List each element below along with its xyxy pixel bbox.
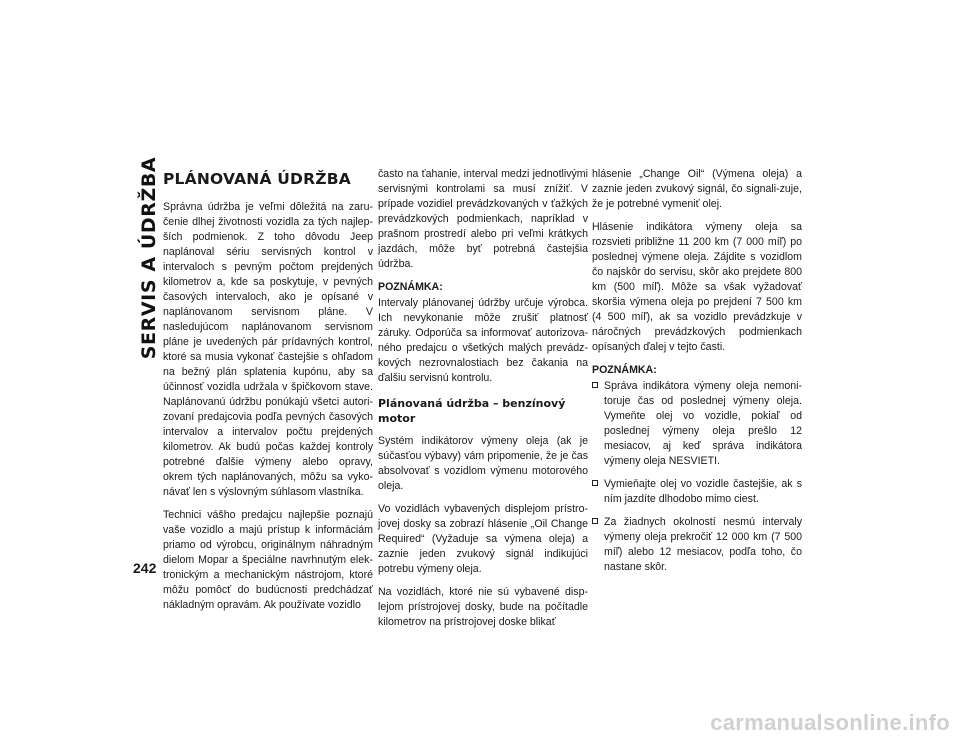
checkbox-bullet-icon: [592, 480, 598, 486]
paragraph: Správna údržba je veľmi dôležitá na zaru-čenie dlhej životnosti vozidla za tých najlep-ších podmienok. Z toho dôvodu Jeep naplánoval sériu servisných kontrol v intervaloch s pevným počtom prejdených kilometrov a, kde sa poskytuje, v pevných časových intervaloch, ako je opísané v naplánovanom servisnom pláne. V nasledujúcom naplánovanom servisnom pláne je uvedených pár prídavných kontrol, ktoré sa musia vykonať častejšie s ohľadom na bežný plán splatenia kupónu, aby sa účinnosť vozidla udržala v špičkovom stave. Naplánovanú údržbu ponúkajú všetci autori-zovaní predajcovia podľa pevných časových intervalov a intervalov počtu prejdených kilometrov. Ak budú počas každej kontroly potrebné ďalšie výmeny alebo opravy, okrem tých naplánovaných, môžu sa vyko-návať len s výslovným súhlasom vlastníka.: [163, 201, 373, 498]
column-2: [378, 167, 588, 638]
list-item-text: Správa indikátora výmeny oleja nemoni-toruje čas od poslednej výmeny oleja. Vymeňte olej vo vozidle, pokiaľ od poslednej výmeny oleja prešlo 12 mesiacov, aj keď správa indikátora výmeny oleja NESVIETI.: [604, 380, 802, 467]
page-title: PLÁNOVANÁ ÚDRŽBA: [163, 170, 351, 188]
section-side-tab-label: SERVIS A ÚDRŽBA: [138, 156, 160, 360]
list-item: [592, 477, 802, 507]
note-text: Intervaly plánovanej údržby určuje výrobca. Ich nevykonanie môže zrušiť platnosť záruky. Odporúča sa informovať autorizova-ného predajcu o všetkých malých prevádz-kových nezrovnalostiach bez čakania na ďalšiu servisnú kontrolu.: [378, 297, 588, 384]
list-item-text: Za žiadnych okolností nesmú intervaly výmeny oleja prekročiť 12 000 km (7 500 míľ) alebo 12 mesiacov, podľa toho, čo nastane skôr.: [604, 516, 802, 573]
paragraph: hlásenie „Change Oil“ (Výmena oleja) a zaznie jeden zvukový signál, čo signali-zuje, že je potrebné vymeniť olej.: [592, 168, 802, 210]
list-item-text: Vymieňajte olej vo vozidle častejšie, ak s ním jazdíte dlhodobo mimo ciest.: [604, 478, 802, 505]
paragraph: často na ťahanie, interval medzi jednotlivými servisnými kontrolami sa musí znížiť. V prípade vozidiel prevádzkovaných v ťažkých prevádzkových podmienkach, napríklad v prašnom prostredí alebo pri veľmi krátkych jazdách, môže byť potrebná častejšia údržba.: [378, 168, 588, 270]
page-number: 242: [133, 560, 157, 576]
note-label: POZNÁMKA:: [592, 364, 657, 376]
paragraph: Vo vozidlách vybavených displejom prístro-jovej dosky sa zobrazí hlásenie „Oil Change Required“ (Vyžaduje sa výmena oleja) a zaznie jeden zvukový signál indikujúci potrebu výmeny oleja.: [378, 503, 588, 575]
paragraph: Technici vášho predajcu najlepšie poznajú vaše vozidlo a majú prístup k informáciám priamo od výrobcu, originálnym náhradným dielom Mopar a špeciálne navrhnutým elek-tronickým a mechanickým nástrojom, ktoré môžu pomôcť do budúcnosti predchádzať nákladným opravám. Ak používate vozidlo: [163, 509, 373, 611]
paragraph: Hlásenie indikátora výmeny oleja sa rozsvieti približne 11 200 km (7 000 míľ) po poslednej výmene oleja. Zájdite s vozidlom čo najskôr do servisu, skôr ako prejdete 800 km (500 míľ). Môže sa však vyžadovať skoršia výmena oleja po prejdení 7 500 km (4 500 míľ), ak sa vozidlo prevádzkuje v náročných prevádzkových podmienkach opísaných ďalej v tejto časti.: [592, 221, 802, 353]
list-item: [592, 515, 802, 575]
column-3: [592, 167, 802, 583]
note-bullet-list: [592, 379, 802, 575]
paragraph: Na vozidlách, ktoré nie sú vybavené disp-lejom prístrojovej dosky, bude na počítadle kilometrov na prístrojovej doske blikať: [378, 586, 588, 628]
watermark: carmanualsonline.info: [710, 710, 950, 735]
checkbox-bullet-icon: [592, 382, 598, 388]
checkbox-bullet-icon: [592, 518, 598, 524]
paragraph: Systém indikátorov výmeny oleja (ak je súčasťou výbavy) vám pripomenie, že je čas absolvovať s vozidlom výmenu motorového oleja.: [378, 435, 588, 492]
section-subheading: Plánovaná údržba – benzínový motor: [378, 397, 566, 425]
section-side-tab: [138, 156, 160, 360]
column-1: [163, 167, 373, 621]
list-item: [592, 379, 802, 469]
note-label: POZNÁMKA:: [378, 281, 443, 293]
